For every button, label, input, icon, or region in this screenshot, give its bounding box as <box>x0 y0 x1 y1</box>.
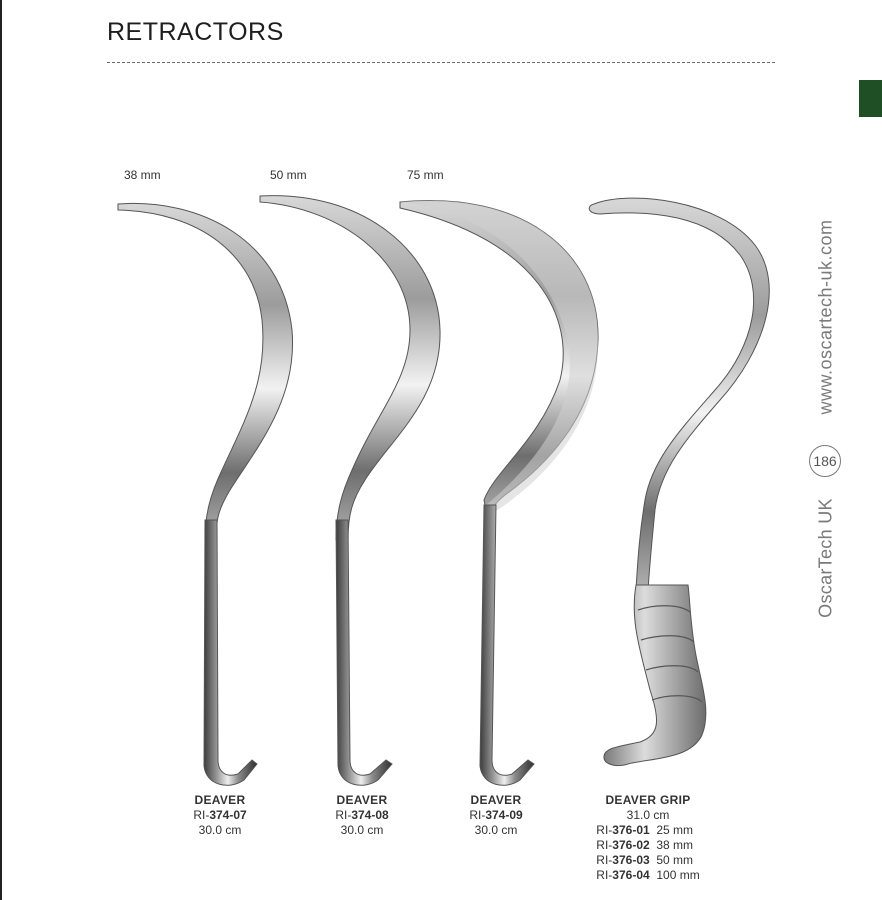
grip-variant: RI-376-01 25 mm <box>596 823 694 837</box>
product-caption-2 <box>335 793 388 838</box>
product-caption-3 <box>469 793 522 838</box>
grip-length: 31.0 cm <box>626 808 670 822</box>
width-label-2: 50 mm <box>270 168 307 182</box>
retractor-50mm-image <box>260 196 440 786</box>
deaver-grip-image <box>589 198 769 765</box>
product-code: RI-374-07 <box>193 808 247 822</box>
product-caption-1 <box>193 793 246 838</box>
width-label-1: 38 mm <box>124 168 161 182</box>
brand-name: OscarTech UK <box>815 498 836 618</box>
grip-caption <box>596 793 699 883</box>
website-url[interactable]: www.oscartech-uk.com <box>815 219 836 415</box>
page-title: RETRACTORS <box>107 18 284 46</box>
grip-variant: RI-376-02 38 mm <box>596 838 694 852</box>
width-label-3: 75 mm <box>407 168 444 182</box>
product-code: RI-374-08 <box>335 808 389 822</box>
product-length: 30.0 cm <box>340 823 384 837</box>
page-number-badge: 186 <box>809 445 841 477</box>
product-length: 30.0 cm <box>474 823 518 837</box>
product-name: DEAVER <box>336 793 388 807</box>
product-name: DEAVER <box>194 793 246 807</box>
grip-variant-list <box>596 823 699 883</box>
grip-variant: RI-376-03 50 mm <box>596 853 694 867</box>
grip-variant: RI-376-04 100 mm <box>596 868 700 882</box>
grip-name: DEAVER GRIP <box>605 793 691 807</box>
product-name: DEAVER <box>470 793 522 807</box>
retractor-38mm-image <box>118 203 293 785</box>
product-length: 30.0 cm <box>198 823 242 837</box>
product-code: RI-374-09 <box>469 808 523 822</box>
